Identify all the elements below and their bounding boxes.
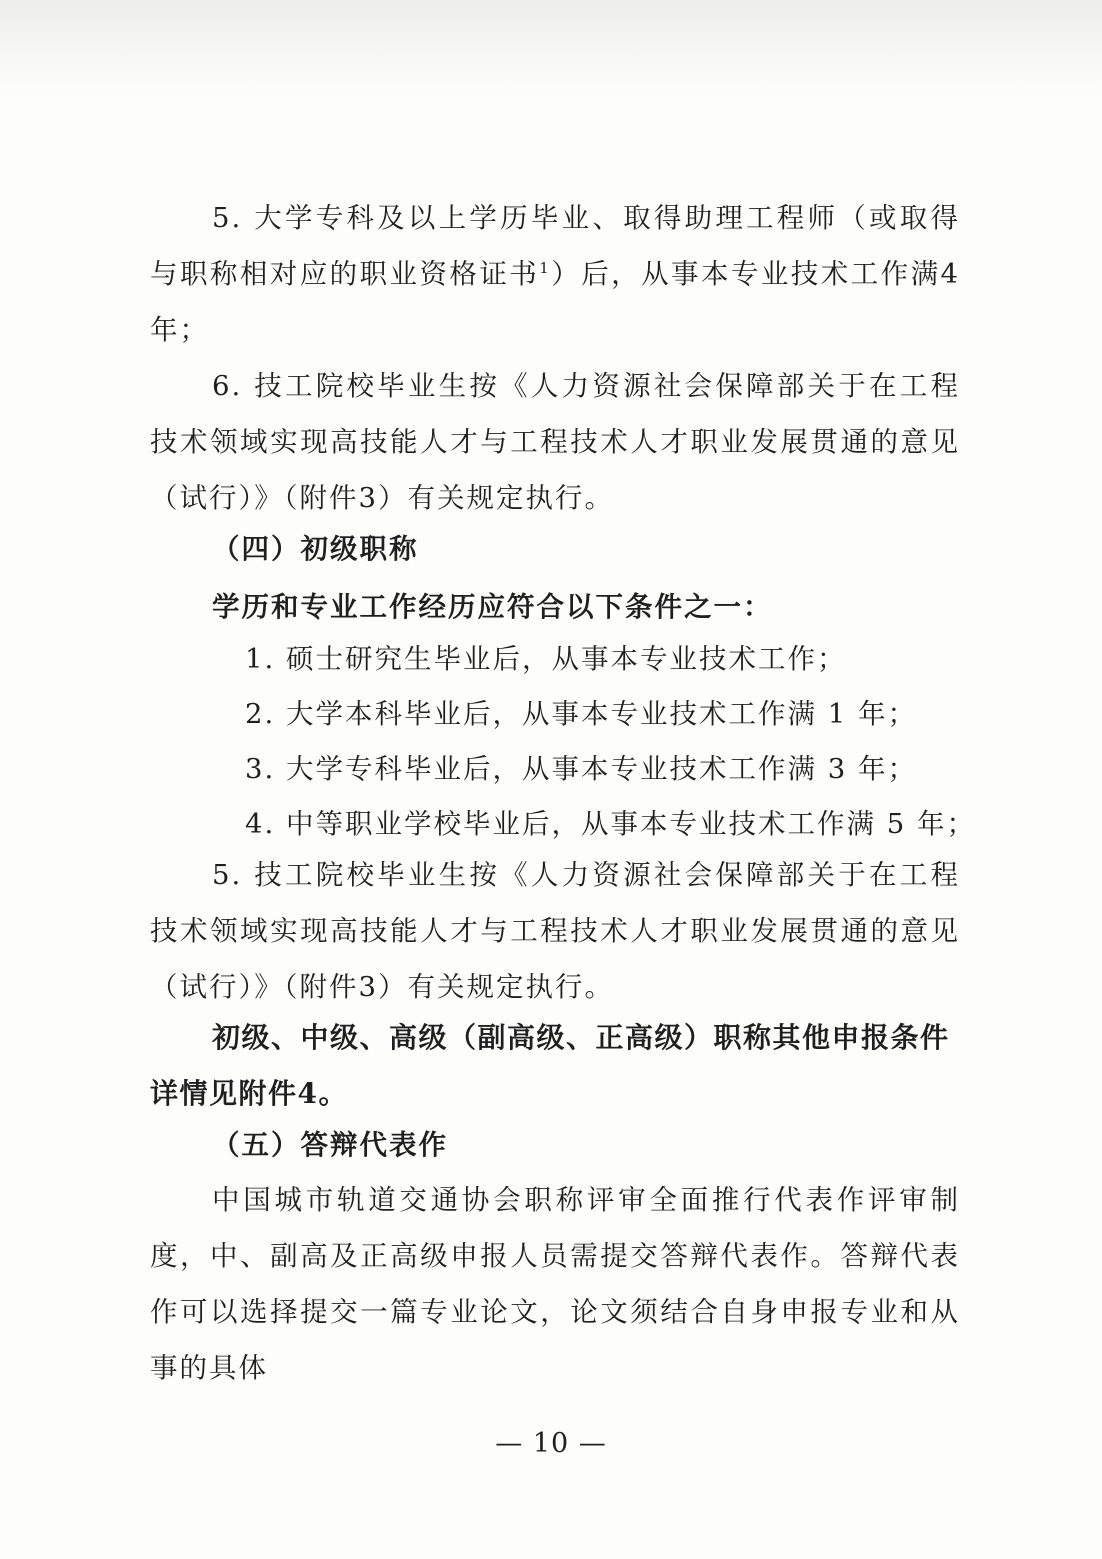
page-number: — 10 —	[495, 1428, 607, 1459]
junior-condition-4: 4. 中等职业学校毕业后，从事本专业技术工作满 5 年；	[245, 808, 976, 840]
footnote-mark: 1	[539, 258, 551, 277]
works-paragraph: 中国城市轨道交通协会职称评审全面推行代表作评审制度，中、副高及正高级申报人员需提交答辩代表作。答辩代表作可以选择提交一篇专业论文，论文须结合自身申报专业和从事的具体	[150, 1184, 960, 1384]
section-heading-4: （四）初级职称	[212, 533, 419, 565]
item-5-text-a: 5. 大学专科及以上学历毕业、取得助理工程师（或取得与职称相对应的职业资格证书	[150, 202, 960, 290]
junior-intro: 学历和专业工作经历应符合以下条件之一：	[212, 591, 773, 623]
section-heading-5: （五）答辩代表作	[212, 1129, 448, 1161]
item-5-text-b: ）后，从事本专业技术工作满4年；	[150, 258, 961, 346]
junior-condition-5: 5. 技工院校毕业生按《人力资源社会保障部关于在工程技术领域实现高技能人才与工程技术人才职业发展贯通的意见（试行）》（附件3）有关规定执行。	[150, 859, 960, 1003]
paragraph-item-6: 6. 技工院校毕业生按《人力资源社会保障部关于在工程技术领域实现高技能人才与工程技术人才职业发展贯通的意见（试行）》（附件3）有关规定执行。	[150, 370, 960, 514]
scan-shadow	[0, 0, 1102, 95]
paragraph-item-5	[150, 190, 960, 358]
junior-condition-1: 1. 硕士研究生毕业后，从事本专业技术工作；	[245, 643, 847, 675]
other-conditions-note: 初级、中级、高级（副高级、正高级）职称其他申报条件详情见附件4。	[150, 1021, 950, 1110]
junior-condition-2: 2. 大学本科毕业后，从事本专业技术工作满 1 年；	[245, 698, 917, 730]
junior-condition-3: 3. 大学专科毕业后，从事本专业技术工作满 3 年；	[245, 753, 917, 785]
